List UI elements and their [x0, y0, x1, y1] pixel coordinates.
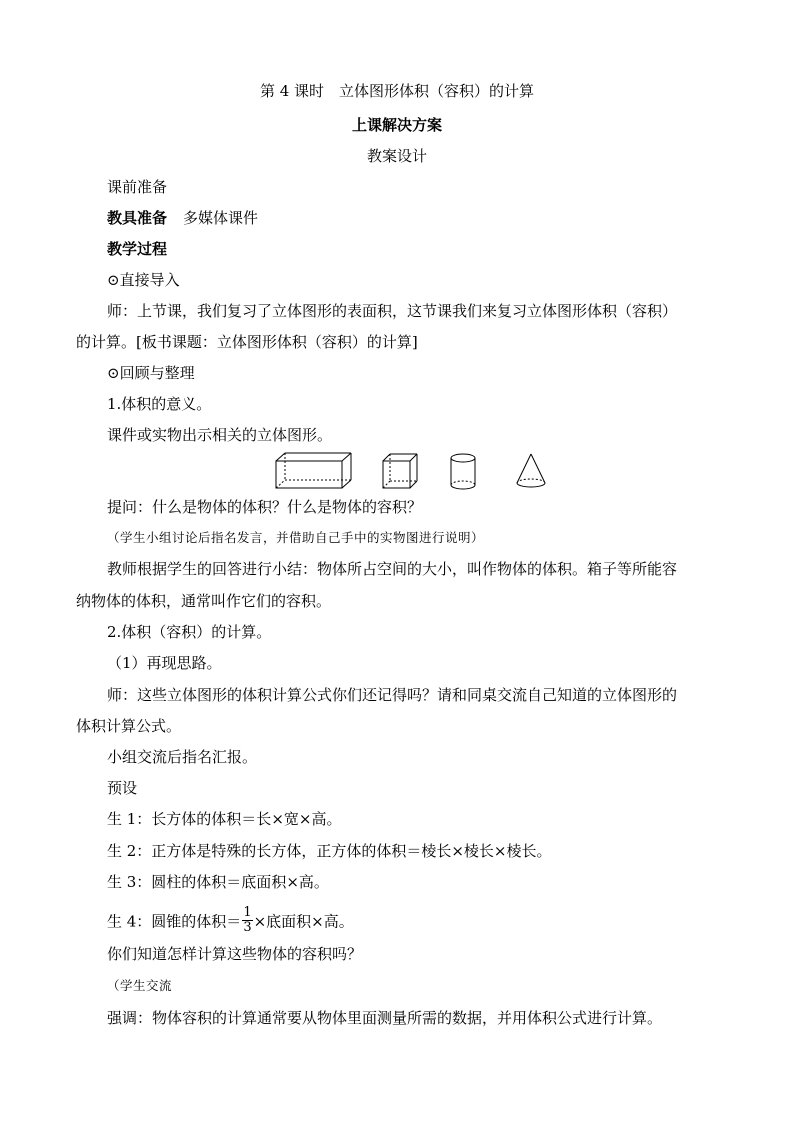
capacity-question: 你们知道怎样计算这些物体的容积吗？ — [107, 945, 363, 963]
teacher-ask-line-1: 师：这些立体图形的体积计算公式你们还记得吗？请和同桌交流自己知道的立体图形的 — [107, 686, 678, 704]
prep-heading: 课前准备 — [107, 178, 168, 196]
intro-heading: ⊙直接导入 — [107, 271, 180, 289]
student-3-answer: 生 3：圆柱的体积＝底面积×高。 — [107, 873, 329, 891]
intro-line-1: 师：上节课，我们复习了立体图形的表面积，这节课我们来复习立体图形体积（容积） — [107, 302, 678, 320]
item-1: 1.体积的意义。 — [107, 395, 212, 413]
intro-line-2: 的计算。[板书课题：立体图形体积（容积）的计算] — [76, 333, 418, 351]
process-heading: 教学过程 — [107, 240, 168, 258]
item-2: 2.体积（容积）的计算。 — [107, 623, 272, 641]
student-4-answer — [107, 905, 354, 937]
student-4-prefix: 生 4：圆锥的体积＝ — [107, 912, 242, 931]
cylinder-icon — [451, 454, 475, 489]
show-shapes-line: 课件或实物出示相关的立体图形。 — [107, 426, 333, 444]
lesson-subtitle: 上课解决方案 — [351, 116, 442, 134]
emphasis-line: 强调：物体容积的计算通常要从物体里面测量所需的数据，并用体积公式进行计算。 — [107, 1009, 663, 1027]
fraction-numerator: 1 — [243, 905, 252, 920]
fraction-denominator: 3 — [243, 920, 252, 935]
cone-icon — [517, 454, 545, 487]
cube-icon — [383, 454, 417, 488]
cuboid-icon — [276, 453, 351, 488]
tools-line — [107, 208, 258, 228]
student-discuss-note: （学生小组讨论后指名发言，并借助自己手中的实物图进行说明） — [107, 530, 485, 545]
tools-value: 多媒体课件 — [183, 209, 259, 227]
question-line: 提问：什么是物体的体积？什么是物体的容积？ — [107, 498, 423, 516]
student-2-answer: 生 2：正方体是特殊的长方体，正方体的体积＝棱长×棱长×棱长。 — [107, 842, 552, 860]
teacher-ask-line-2: 体积计算公式。 — [76, 717, 182, 735]
student-1-answer: 生 1：长方体的体积＝长×宽×高。 — [107, 810, 342, 828]
group-report-line: 小组交流后指名汇报。 — [107, 748, 258, 766]
summary-line-2: 纳物体的体积，通常叫作它们的容积。 — [76, 592, 332, 610]
lesson-heading: 教案设计 — [366, 147, 427, 165]
summary-line-1: 教师根据学生的回答进行小结：物体所占空间的大小，叫作物体的体积。箱子等所能容 — [107, 560, 678, 578]
one-third-fraction — [242, 906, 252, 935]
sub-item-1: （1）再现思路。 — [107, 654, 222, 672]
solid-shapes-figure — [270, 450, 560, 494]
student-exchange-note: （学生交流 — [107, 978, 173, 993]
student-4-suffix: ×底面积×高。 — [253, 912, 354, 931]
preset-label: 预设 — [107, 779, 138, 797]
lesson-title: 第 4 课时 立体图形体积（容积）的计算 — [259, 82, 535, 100]
review-heading: ⊙回顾与整理 — [107, 364, 195, 382]
tools-label: 教具准备 — [107, 209, 168, 227]
